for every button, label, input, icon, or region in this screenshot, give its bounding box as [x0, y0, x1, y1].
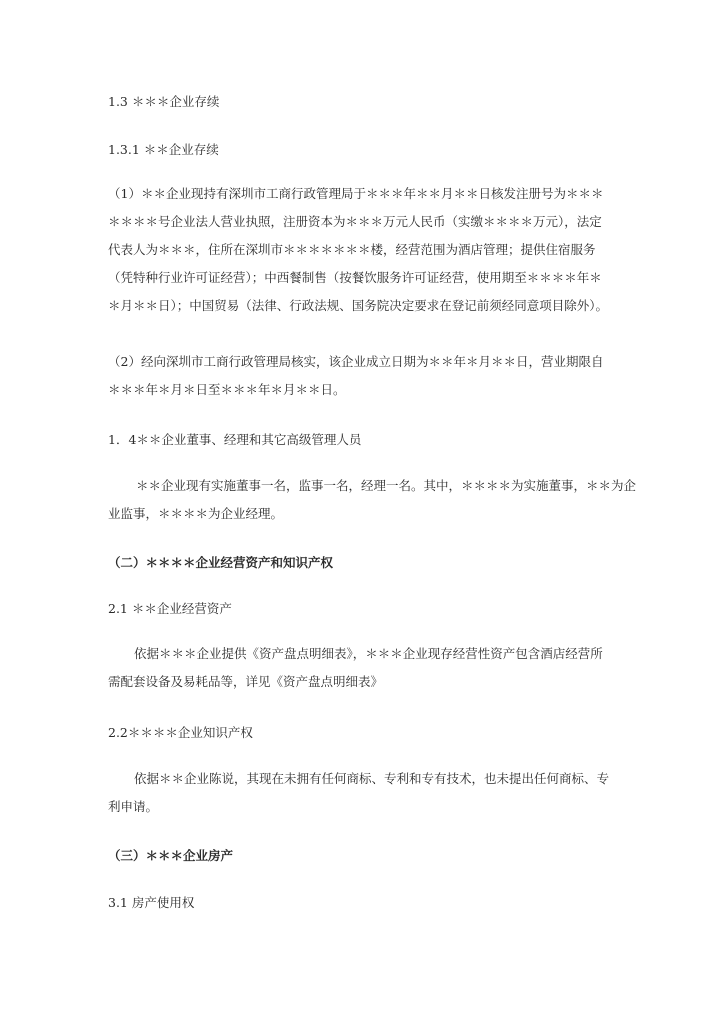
paragraph-operating-assets — [108, 640, 612, 696]
paragraph-directors — [108, 472, 637, 528]
paragraph-line: （凭特种行业许可证经营）；中西餐制售（按餐饮服务许可证经营，使用期至＊＊＊＊年＊ — [108, 270, 602, 285]
paragraph-line: 依据＊＊企业陈说，其现在未拥有任何商标、专利和专有技术，也未提出任何商标、专 — [134, 771, 610, 786]
paragraph-intellectual-property — [108, 765, 612, 821]
heading-3-1: 3.1 房产使用权 — [108, 895, 195, 910]
paragraph-line: ＊＊＊＊号企业法人营业执照，注册资本为＊＊＊万元人民币（实缴＊＊＊＊万元），法定 — [108, 214, 602, 229]
heading-1-3: 1.3 ＊＊＊企业存续 — [108, 94, 220, 109]
paragraph-line: 业监事，＊＊＊＊为企业经理。 — [108, 506, 284, 521]
heading-section-2: （二）＊＊＊＊企业经营资产和知识产权 — [108, 555, 334, 570]
paragraph-line: ＊＊企业现有实施董事一名，监事一名，经理一名。其中，＊＊＊＊为实施董事，＊＊为企 — [136, 478, 637, 493]
paragraph-line: ＊月＊＊日）；中国贸易（法律、行政法规、国务院决定要求在登记前须经同意项目除外）。 — [108, 298, 609, 313]
paragraph-line: （2）经向深圳市工商行政管理局核实，该企业成立日期为＊＊年＊月＊＊日，营业期限自 — [108, 354, 604, 369]
paragraph-verification — [108, 348, 612, 404]
heading-2-2: 2.2＊＊＊＊企业知识产权 — [108, 725, 253, 740]
heading-2-1: 2.1 ＊＊企业经营资产 — [108, 601, 232, 616]
paragraph-line: 需配套设备及易耗品等，详见《资产盘点明细表》 — [108, 674, 384, 689]
paragraph-line: ＊＊＊年＊月＊日至＊＊＊年＊月＊＊日。 — [108, 382, 346, 397]
paragraph-company-registration — [108, 180, 612, 320]
heading-1-4: 1．4＊＊企业董事、经理和其它高级管理人员 — [108, 432, 362, 447]
paragraph-line: （1）＊＊企业现持有深圳市工商行政管理局于＊＊＊年＊＊月＊＊日核发注册号为＊＊＊ — [108, 186, 604, 201]
paragraph-line: 利申请。 — [108, 799, 159, 814]
heading-section-3: （三）＊＊＊企业房产 — [108, 848, 234, 863]
heading-1-3-1: 1.3.1 ＊＊企业存续 — [108, 142, 219, 157]
paragraph-line: 代表人为＊＊＊，住所在深圳市＊＊＊＊＊＊＊楼，经营范围为酒店管理；提供住宿服务 — [108, 242, 596, 257]
paragraph-line: 依据＊＊＊企业提供《资产盘点明细表》，＊＊＊企业现存经营性资产包含酒店经营所 — [134, 646, 603, 661]
